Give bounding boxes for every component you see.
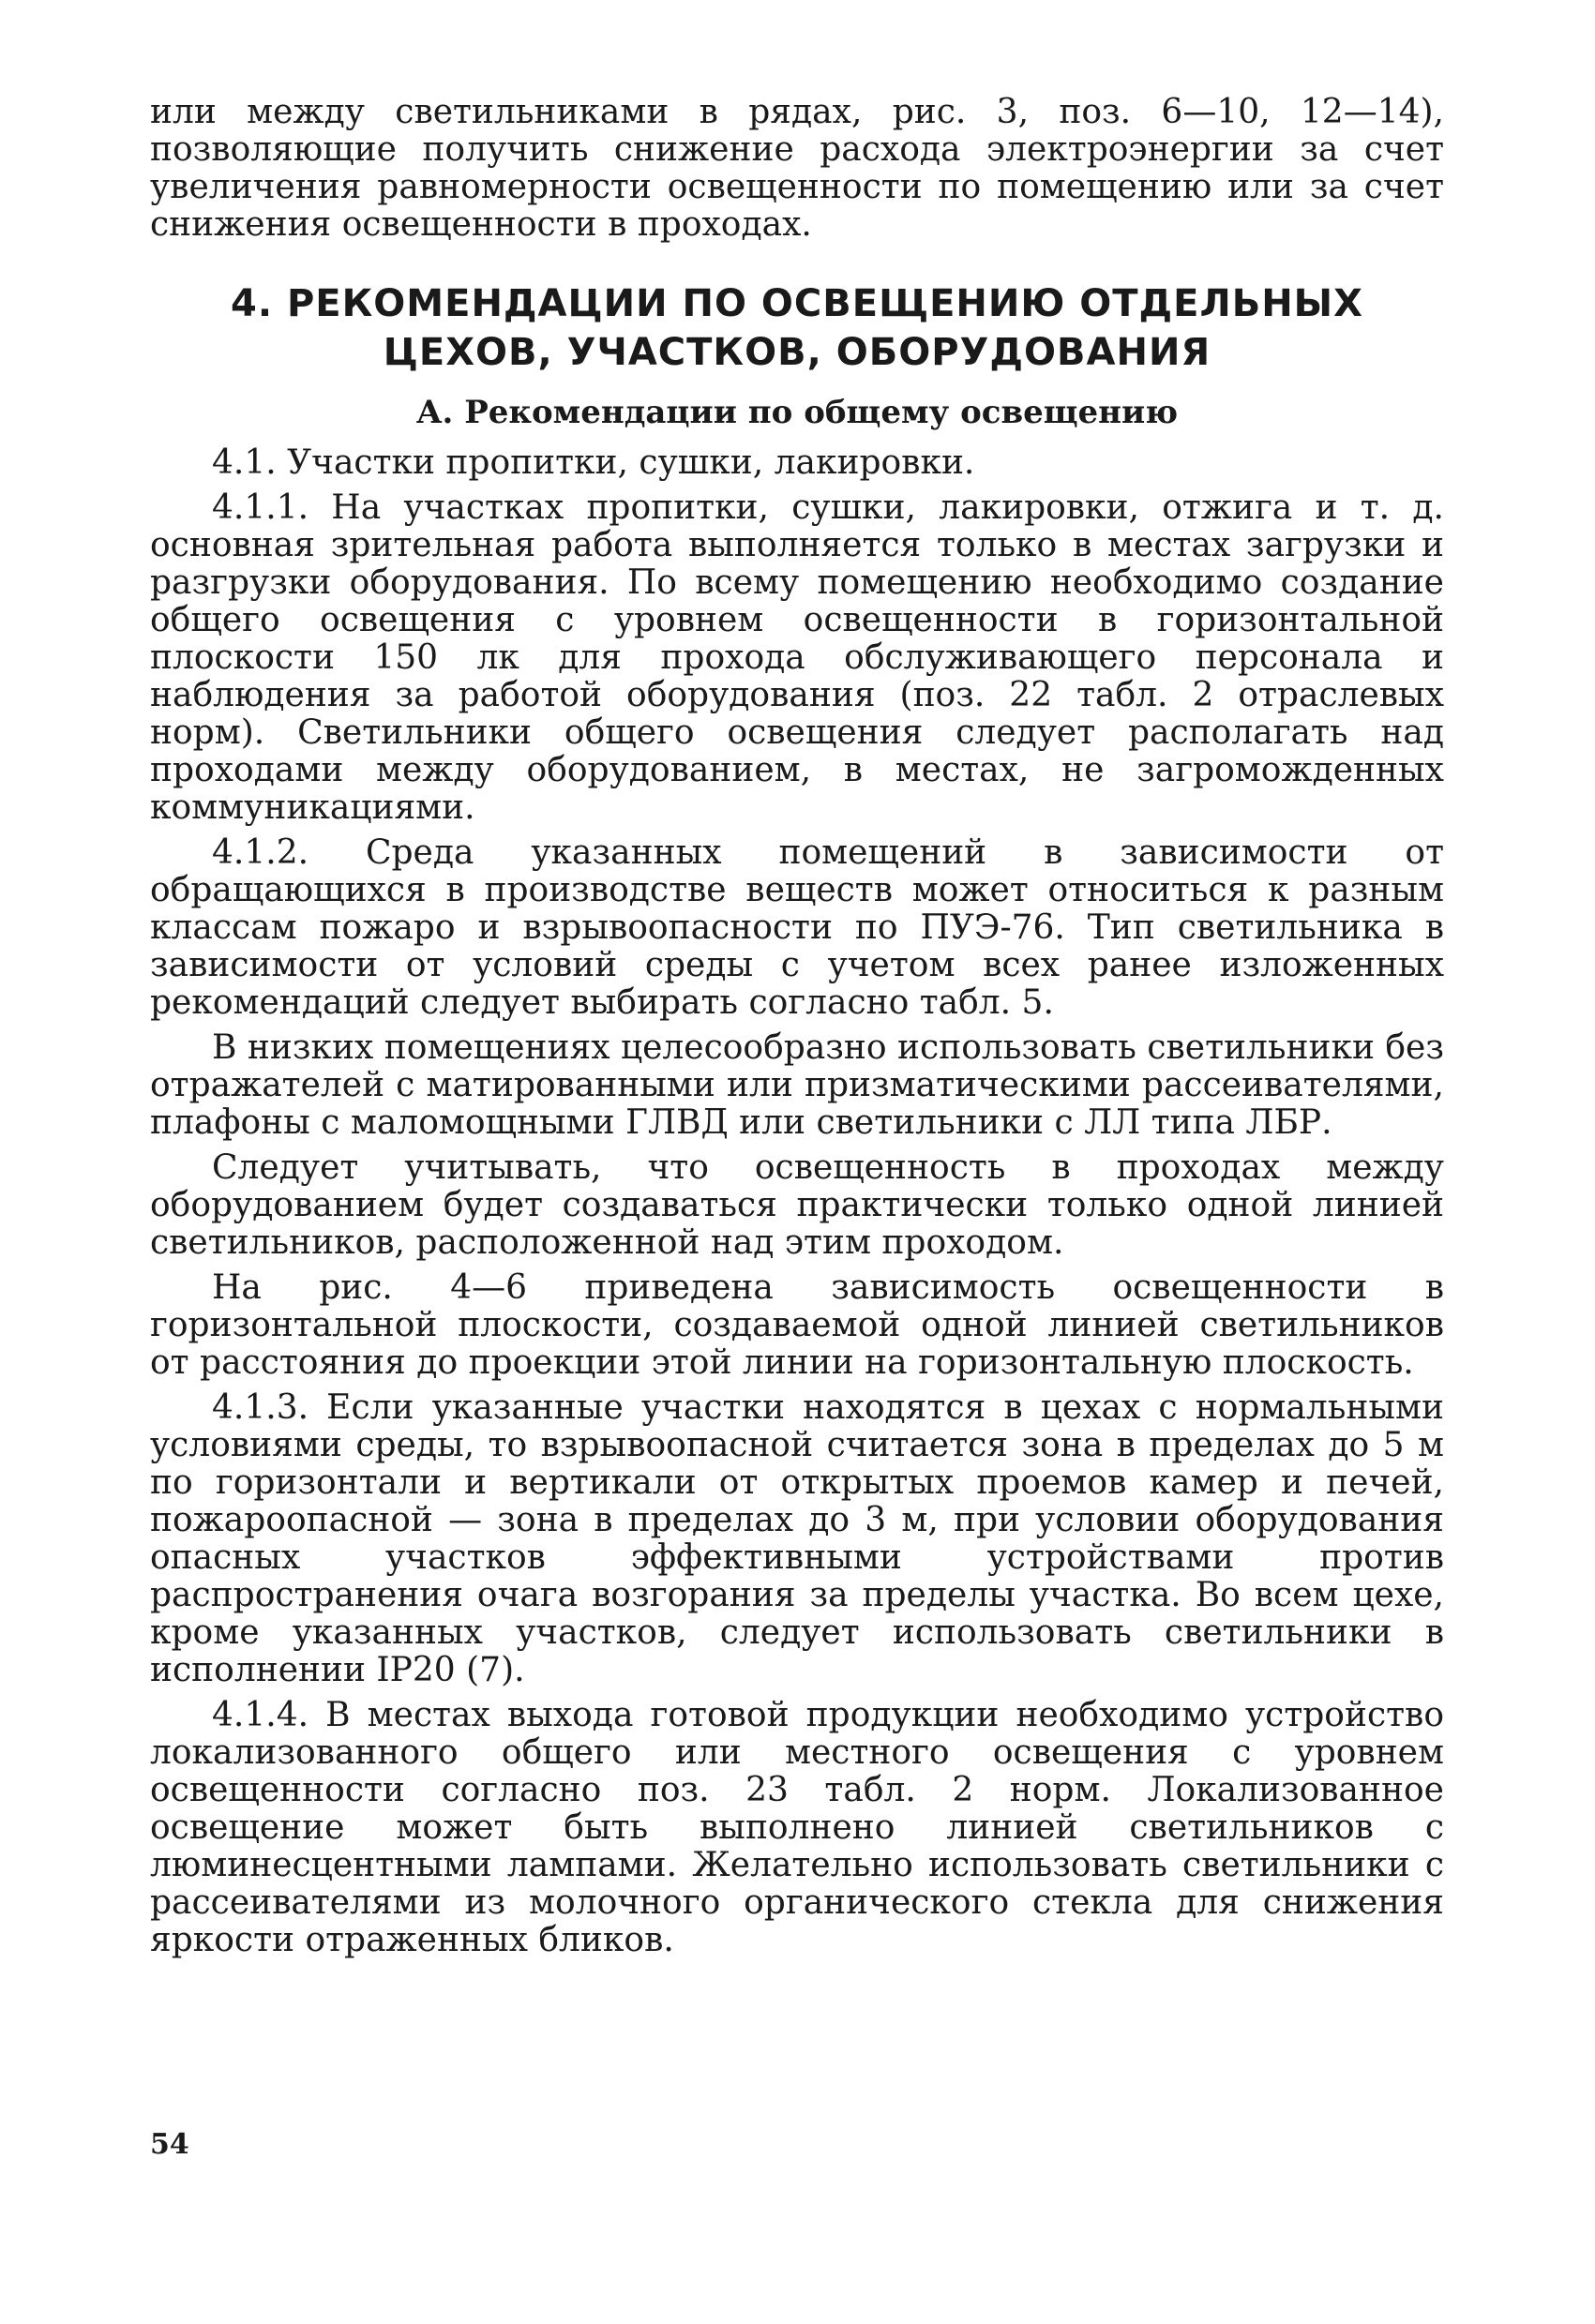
section-title [150, 279, 1444, 377]
page-content [150, 94, 1444, 1967]
section-title-line-1: 4. РЕКОМЕНДАЦИИ ПО ОСВЕЩЕНИЮ ОТДЕЛЬНЫХ [231, 282, 1363, 325]
page-number: 54 [150, 2128, 189, 2161]
paragraph-4-1-2: 4.1.2. Среда указанных помещений в зависимости от обращающихся в производстве веществ может относиться к разным классам пожаро и взрывоопасности по ПУЭ-76. Тип светильника в зависимости от условий среды с учетом всех ранее изложенных рекомендаций следует выбирать согласно табл. 5. [150, 833, 1444, 1022]
paragraph-low-rooms: В низких помещениях целесообразно использовать светильники без отражателей с матированными или призматическими рассеивателями, плафоны с маломощными ГЛВД или светильники с ЛЛ типа ЛБР. [150, 1028, 1444, 1142]
intro-paragraph: или между светильниками в рядах, рис. 3, поз. 6—10, 12—14), позволяющие получить снижение расхода электроэнергии за счет увеличения равномерности освещенности по помещению или за счет снижения освещенности в проходах. [150, 93, 1444, 244]
paragraph-figures: На рис. 4—6 приведена зависимость освещенности в горизонтальной плоскости, создаваемой одной линией светильников от расстояния до проекции этой линии на горизонтальную плоскость. [150, 1268, 1444, 1382]
paragraph-4-1: 4.1. Участки пропитки, сушки, лакировки. [212, 443, 975, 482]
paragraph-passages: Следует учитывать, что освещенность в проходах между оборудованием будет создаваться практически только одной линией светильников, расположенной над этим проходом. [150, 1148, 1444, 1262]
subsection-title: А. Рекомендации по общему освещению [415, 394, 1179, 431]
paragraph-4-1-1: 4.1.1. На участках пропитки, сушки, лакировки, отжига и т. д. основная зрительная работа выполняется только в местах загрузки и разгрузки оборудования. По всему помещению необходимо создание общего освещения с уровнем освещенности в горизонтальной плоскости 150 лк для прохода обслуживающего персонала и наблюдения за работой оборудования (поз. 22 табл. 2 отраслевых норм). Светильники общего освещения следует располагать над проходами между оборудованием, в местах, не загроможденных коммуникациями. [150, 488, 1444, 827]
section-title-line-2: ЦЕХОВ, УЧАСТКОВ, ОБОРУДОВАНИЯ [383, 331, 1211, 374]
paragraph-4-1-4: 4.1.4. В местах выхода готовой продукции необходимо устройство локализованного общего или местного освещения с уровнем освещенности согласно поз. 23 табл. 2 норм. Локализованное освещение может быть выполнено линией светильников с люминесцентными лампами. Желательно использовать светильники с рассеивателями из молочного органического стекла для снижения яркости отраженных бликов. [150, 1696, 1444, 1959]
paragraph-4-1-3: 4.1.3. Если указанные участки находятся в цехах с нормальными условиями среды, то взрывоопасной считается зона в пределах до 5 м по горизонтали и вертикали от открытых проемов камер и печей, пожароопасной — зона в пределах до 3 м, при условии оборудования опасных участков эффективными устройствами против распространения очага возгорания за пределы участка. Во всем цехе, кроме указанных участков, следует использовать светильники в исполнении IP20 (7). [150, 1388, 1444, 1689]
